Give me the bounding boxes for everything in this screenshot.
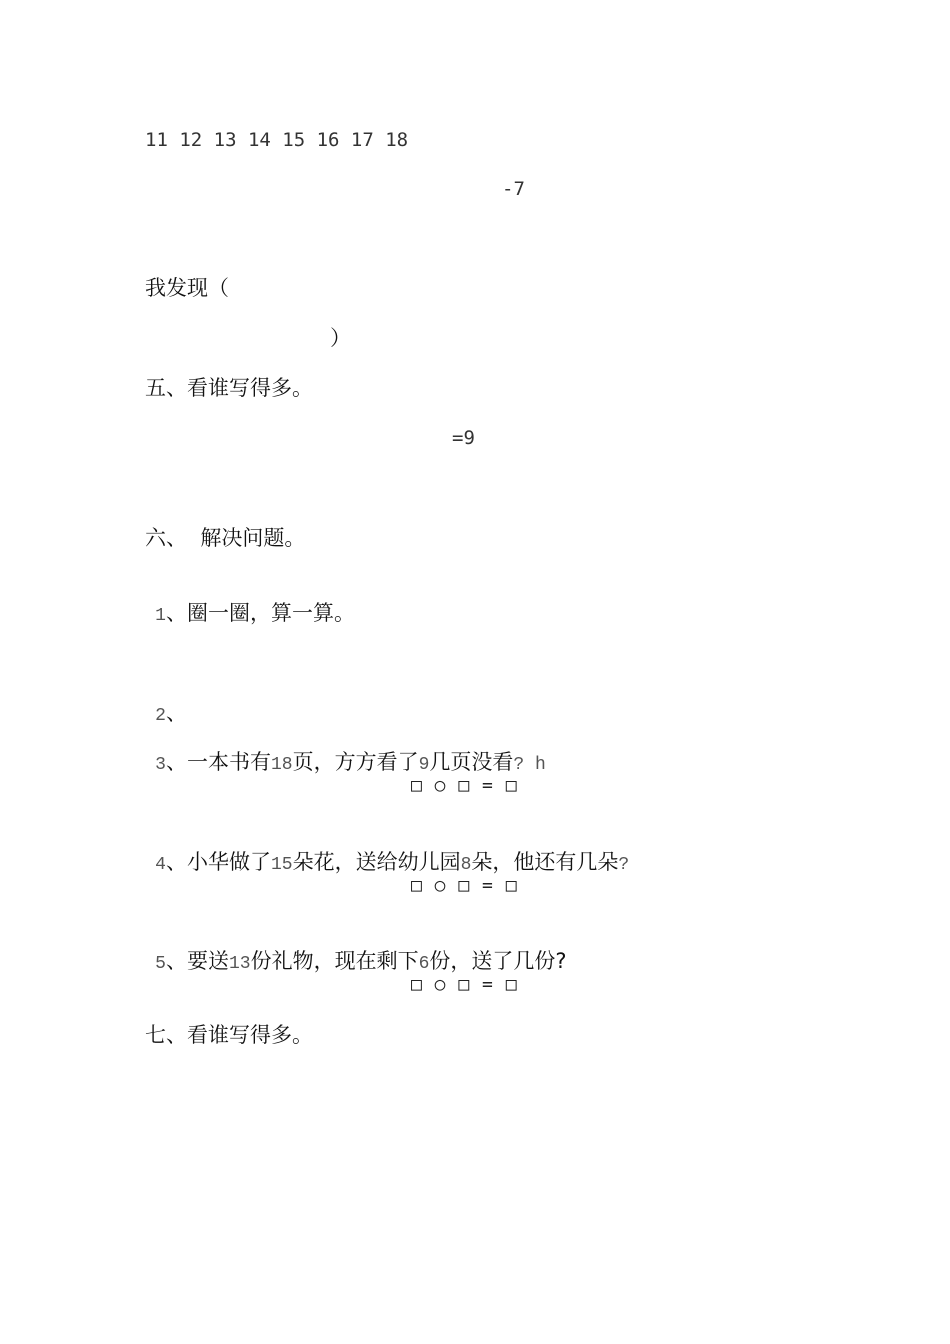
inline-number: 15 bbox=[270, 855, 293, 875]
section-6-title: 六、 解决问题。 bbox=[145, 526, 306, 550]
question-tail: ? bbox=[618, 855, 630, 875]
discovery-close: ） bbox=[330, 326, 351, 350]
question-text: 、圈一圈，算一算。 bbox=[165, 601, 355, 625]
question-3 bbox=[145, 723, 546, 778]
inline-number: 8 bbox=[460, 855, 472, 875]
question-2 bbox=[145, 674, 187, 729]
question-text: 、要送 bbox=[165, 949, 229, 973]
question-text: 、一本书有 bbox=[165, 750, 271, 774]
section-7-title: 七、看谁写得多。 bbox=[145, 1023, 313, 1047]
discovery-open: 我发现（ bbox=[145, 276, 229, 300]
question-1 bbox=[145, 574, 355, 629]
question-text: 朵花，送给幼儿园 bbox=[292, 850, 461, 874]
question-number: 2 bbox=[155, 706, 166, 726]
question-text: 、小华做了 bbox=[165, 850, 271, 874]
equals-nine-label: =9 bbox=[452, 427, 475, 449]
question-5 bbox=[145, 922, 567, 977]
inline-number: 6 bbox=[418, 954, 430, 974]
question-text: 、 bbox=[165, 701, 187, 725]
inline-number: 18 bbox=[270, 755, 293, 775]
question-number: 1 bbox=[155, 606, 166, 626]
question-text: 份礼物，现在剩下 bbox=[250, 949, 419, 973]
answer-formula: □ ○ □ = □ bbox=[411, 974, 518, 995]
number-sequence: 11 12 13 14 15 16 17 18 bbox=[145, 129, 409, 151]
question-number: 5 bbox=[155, 954, 166, 974]
question-4 bbox=[145, 823, 629, 878]
answer-formula: □ ○ □ = □ bbox=[411, 775, 518, 796]
question-text: 页，方方看了 bbox=[292, 750, 419, 774]
answer-formula: □ ○ □ = □ bbox=[411, 875, 518, 896]
question-tail: ? h bbox=[513, 755, 546, 775]
question-number: 3 bbox=[155, 755, 166, 775]
question-text: 几页没看 bbox=[429, 750, 514, 774]
question-text: 份，送了几份? bbox=[429, 949, 567, 973]
question-text: 朵，他还有几朵 bbox=[471, 850, 619, 874]
section-5-title: 五、看谁写得多。 bbox=[145, 376, 313, 400]
question-number: 4 bbox=[155, 855, 166, 875]
inline-number: 9 bbox=[418, 755, 430, 775]
minus-seven-label: -7 bbox=[502, 178, 525, 200]
inline-number: 13 bbox=[228, 954, 251, 974]
